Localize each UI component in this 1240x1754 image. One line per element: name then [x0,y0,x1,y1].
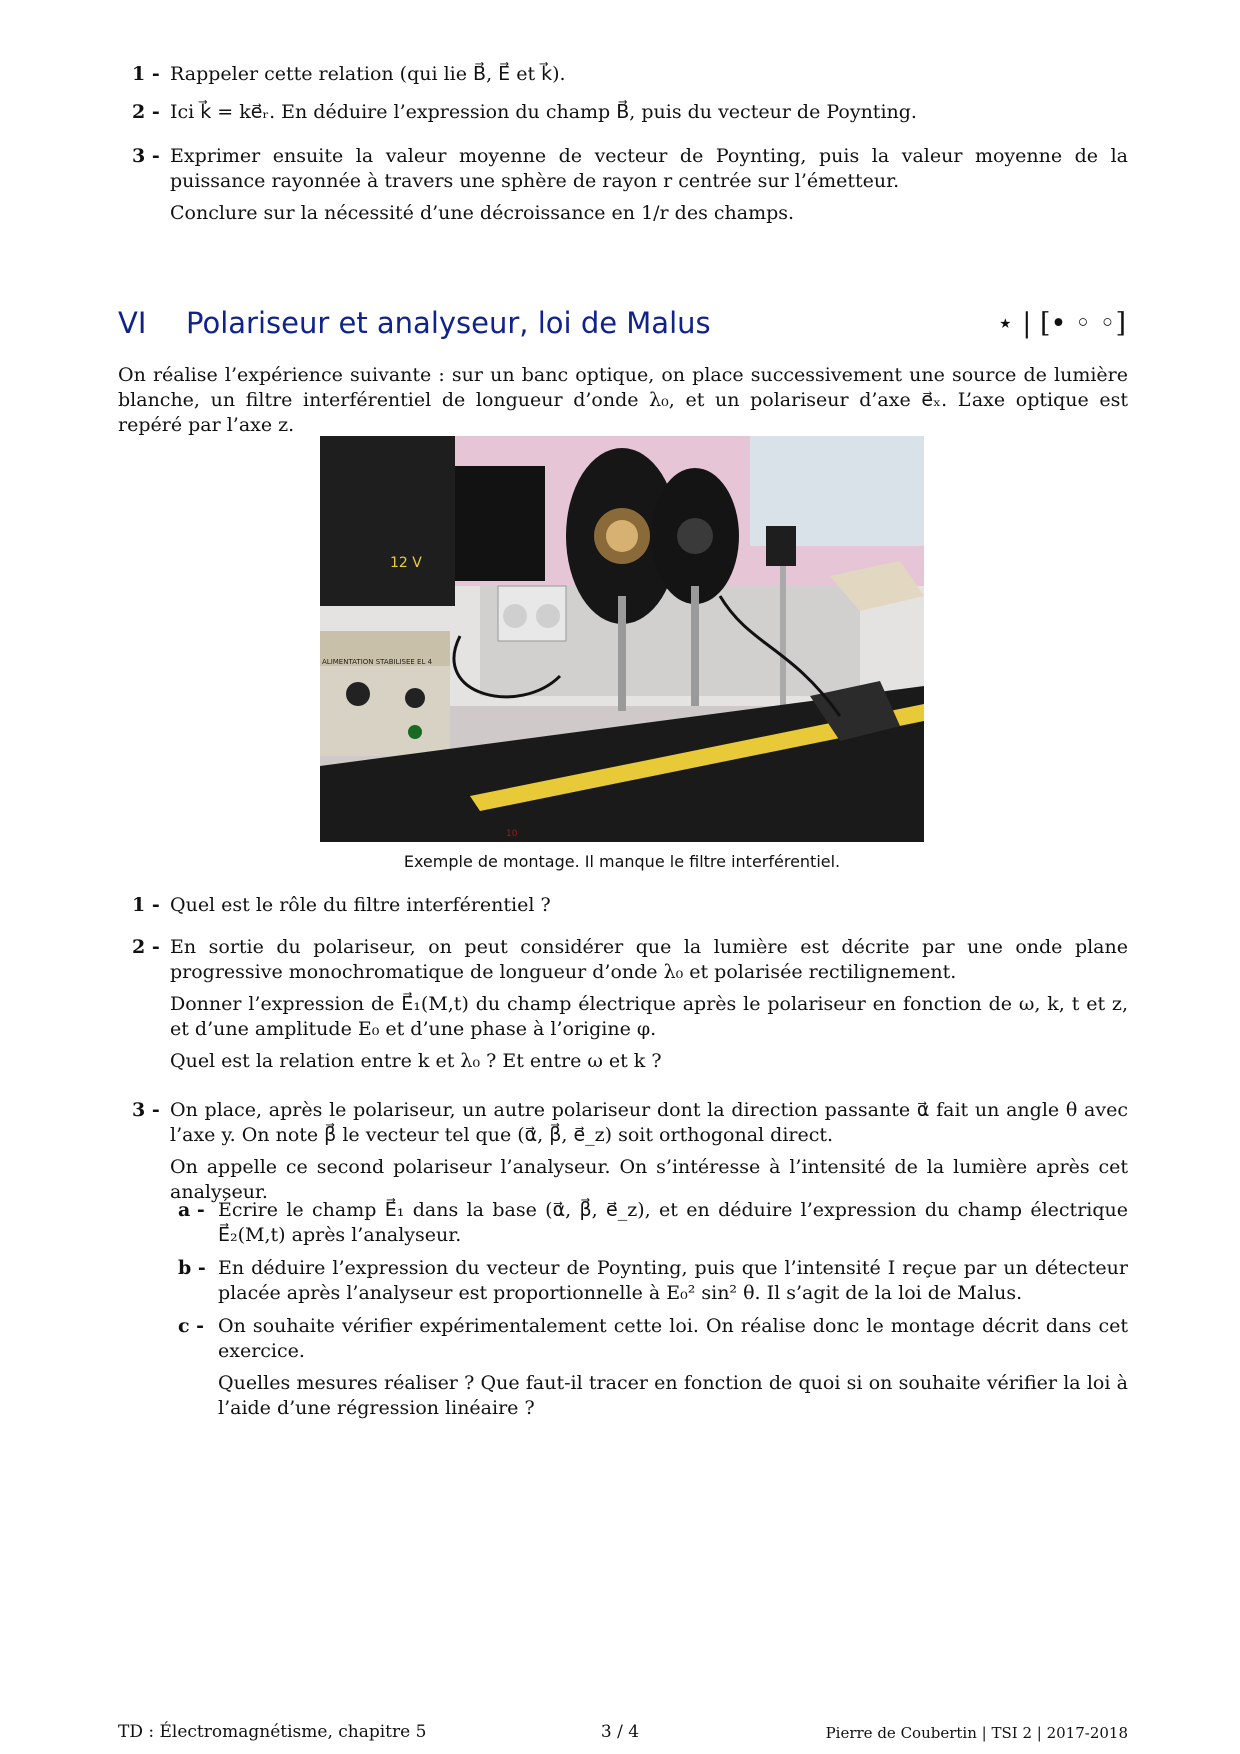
footer-page-number: 3 / 4 [600,1722,640,1742]
section-number: VI [118,306,147,340]
question-text: Donner l’expression de E⃗₁(M,t) du champ électrique après le polariseur en fonction de ω, k, t et z, et d’une amplitude E₀ et d’une phase à l’origine φ. [170,993,1128,1040]
question-number: 2 - [132,936,160,958]
subquestion-text: En déduire l’expression du vecteur de Poynting, puis que l’intensité I reçue par un détecteur placée après l’analyseur est proportionnelle à E₀² sin² θ. Il s’agit de la loi de Malus. [218,1257,1128,1304]
question-text: En sortie du polariseur, on peut considérer que la lumière est décrite par une onde plane progressive monochromatique de longueur d’onde λ₀ et polarisée rectilignement. [170,936,1128,983]
question-number: 1 - [132,894,160,916]
question-2 [118,935,1128,1081]
optical-bench-illustration [320,436,924,842]
section-heading [118,300,1128,344]
footer-school: Pierre de Coubertin | TSI 2 | 2017-2018 [825,1724,1128,1742]
question-text: Quel est le rôle du filtre interférentiel ? [170,894,551,916]
subquestion-letter: a - [178,1199,205,1221]
question-text: Exprimer ensuite la valeur moyenne de vecteur de Poynting, puis la valeur moyenne de la puissance rayonnée à travers une sphère de rayon r centrée sur l’émetteur. [170,145,1128,192]
subquestion-letter: c - [178,1315,205,1337]
subquestion-a [118,1198,1128,1255]
top-question-2 [118,100,1128,132]
difficulty-rating: ⋆ | [• ◦ ◦] [996,308,1126,339]
question-number: 2 - [132,101,160,123]
subquestion-text: On souhaite vérifier expérimentalement cette loi. On réalise donc le montage décrit dans cet exercice. [218,1315,1128,1362]
subquestion-text: Écrire le champ E⃗₁ dans la base (α⃗, β⃗, e⃗_z), et en déduire l’expression du champ électrique E⃗₂(M,t) après l’analyseur. [218,1199,1128,1246]
subquestion-b [118,1256,1128,1313]
question-text: Rappeler cette relation (qui lie B⃗, E⃗ et k⃗). [170,63,566,85]
question-text: Conclure sur la nécessité d’une décroissance en 1/r des champs. [170,202,795,224]
ruler-mark: 10 [506,829,518,839]
question-text: On place, après le polariseur, un autre polariseur dont la direction passante α⃗ fait un angle θ avec l’axe y. On note β⃗ le vecteur tel que (α⃗, β⃗, e⃗_z) soit orthogonal direct. [170,1099,1128,1146]
question-number: 3 - [132,145,160,167]
question-text: On appelle ce second polariseur l’analyseur. On s’intéresse à l’intensité de la lumière après cet analyseur. [170,1156,1128,1203]
photo-caption: Exemple de montage. Il manque le filtre interférentiel. [403,852,841,871]
section-intro: On réalise l’expérience suivante : sur un banc optique, on place successivement une source de lumière blanche, un filtre interférentiel de longueur d’onde λ₀, et un polariseur d’axe e⃗ₓ. L’axe optique est repéré par l’axe z. [118,364,1128,436]
question-number: 1 - [132,63,160,85]
subquestion-text: Quelles mesures réaliser ? Que faut-il tracer en fonction de quoi si on souhaite vérifier la loi à l’aide d’une régression linéaire ? [218,1372,1128,1419]
question-text: Quel est la relation entre k et λ₀ ? Et entre ω et k ? [170,1050,662,1072]
experiment-photo [320,436,924,842]
question-1 [118,893,1128,925]
question-3 [118,1098,1128,1212]
question-number: 3 - [132,1099,160,1121]
top-question-3 [118,144,1128,233]
lamp-voltage-label: 12 V [390,555,422,571]
section-title: Polariseur et analyseur, loi de Malus [186,306,711,340]
top-question-1 [118,62,1128,94]
subquestion-c [118,1314,1128,1428]
question-text: Ici k⃗ = ke⃗ᵣ. En déduire l’expression du champ B⃗, puis du vecteur de Poynting. [170,101,917,123]
subquestion-letter: b - [178,1257,206,1279]
power-supply-label: ALIMENTATION STABILISEE EL 4 [322,658,433,666]
footer-course: TD : Électromagnétisme, chapitre 5 [118,1722,427,1742]
